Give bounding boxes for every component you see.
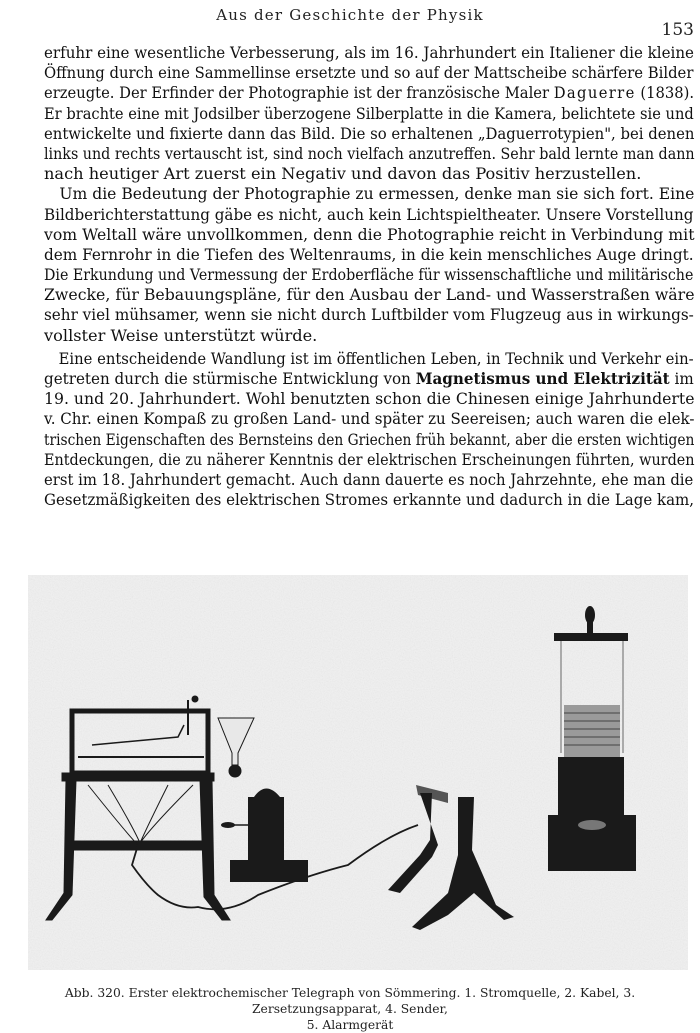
caption-line-1: Abb. 320. Erster elektrochemischer Telegraph von Sömmering. 1. Stromquelle, 2. Kabel, 3. Zersetzungsapparat, 4. Sender, <box>64 986 636 1016</box>
text-line: erfuhr eine wesentliche Verbesserung, als im 16. Jahrhundert ein Italiener die kleine <box>44 43 694 62</box>
text-line: Gesetzmäßigkeiten des elektrischen Stromes erkannte und dadurch in die Lage kam, <box>44 490 695 510</box>
text-line: trischen Eigenschaften des Bernsteins den Griechen früh bekannt, aber die ersten wichtigen <box>44 429 695 449</box>
caption-line-2: 5. Alarmgerät <box>306 1018 394 1032</box>
inventor-name: Daguerre <box>553 83 636 103</box>
figure-photograph <box>28 575 688 970</box>
text-line: 19. und 20. Jahrhundert. Wohl benutzten schon die Chinesen einige Jahrhunderte <box>44 389 695 409</box>
text-segment: im <box>674 369 694 388</box>
text-line: v. Chr. einen Kompaß zu großen Land- und später zu Seereisen; auch waren die elek- <box>44 409 695 429</box>
text-line: Er brachte eine mit Jodsilber überzogene Silberplatte in die Kamera, belichtete sie und <box>44 103 694 123</box>
text-line: erst im 18. Jahrhundert gemacht. Auch dann dauerte es noch Jahrzehnte, ehe man die <box>44 469 694 489</box>
text-line: vollster Weise unterstützt würde. <box>44 325 318 345</box>
text-line <box>44 83 695 103</box>
figure-caption <box>16 985 684 1033</box>
text-line: Eine entscheidende Wandlung ist im öffentlichen Leben, in Technik und Verkehr ein- <box>58 348 694 368</box>
text-line: links und rechts vertauscht ist, sind noch vielfach anzutreffen. Sehr bald lernte man dann <box>44 143 695 163</box>
page-number: 153 <box>661 20 694 40</box>
text-line: dem Fernrohr in die Tiefen des Weltenraums, in die kein menschliches Auge dringt. <box>44 244 694 264</box>
text-line <box>44 369 694 389</box>
text-segment: getreten durch die stürmische Entwicklung von <box>44 369 411 388</box>
text-line: sehr viel mühsamer, wenn sie nicht durch Luftbilder vom Flugzeug aus in wirkungs- <box>44 305 694 325</box>
text-line: Um die Bedeutung der Photographie zu ermessen, denke man sie sich fort. Eine <box>59 184 695 204</box>
text-line: Bildberichterstattung gäbe es nicht, auch kein Lichtspieltheater. Unsere Vorstellung <box>44 204 694 224</box>
body-text <box>44 43 694 510</box>
text-line: Entdeckungen, die zu näherer Kenntnis der elektrischen Erscheinungen führten, wurden <box>44 449 695 469</box>
text-line: Zwecke, für Bebauungspläne, für den Ausbau der Land- und Wasserstraßen wäre <box>44 285 695 305</box>
text-line: entwickelte und fixierte dann das Bild. Die so erhaltenen „Daguerrotypien", bei denen <box>44 123 695 143</box>
bold-term: Magnetismus und Elektrizität <box>415 369 670 388</box>
text-line: nach heutiger Art zuerst ein Negativ und davon das Positiv herzustellen. <box>44 164 642 184</box>
text-line: Öffnung durch eine Sammellinse ersetzte und so auf der Mattscheibe schärfere Bilder <box>44 63 694 83</box>
year: (1838). <box>640 83 695 103</box>
telegraph-photo <box>28 575 688 970</box>
running-head: Aus der Geschichte der Physik <box>216 6 484 24</box>
text-line: Die Erkundung und Vermessung der Erdoberfläche für wissenschaftliche und militärische <box>44 265 694 285</box>
text-line: vom Weltall wäre unvollkommen, denn die Photographie reicht in Verbindung mit <box>44 224 695 244</box>
text-segment: erzeugte. Der Erfinder der Photographie ist der französische Maler <box>44 83 550 103</box>
